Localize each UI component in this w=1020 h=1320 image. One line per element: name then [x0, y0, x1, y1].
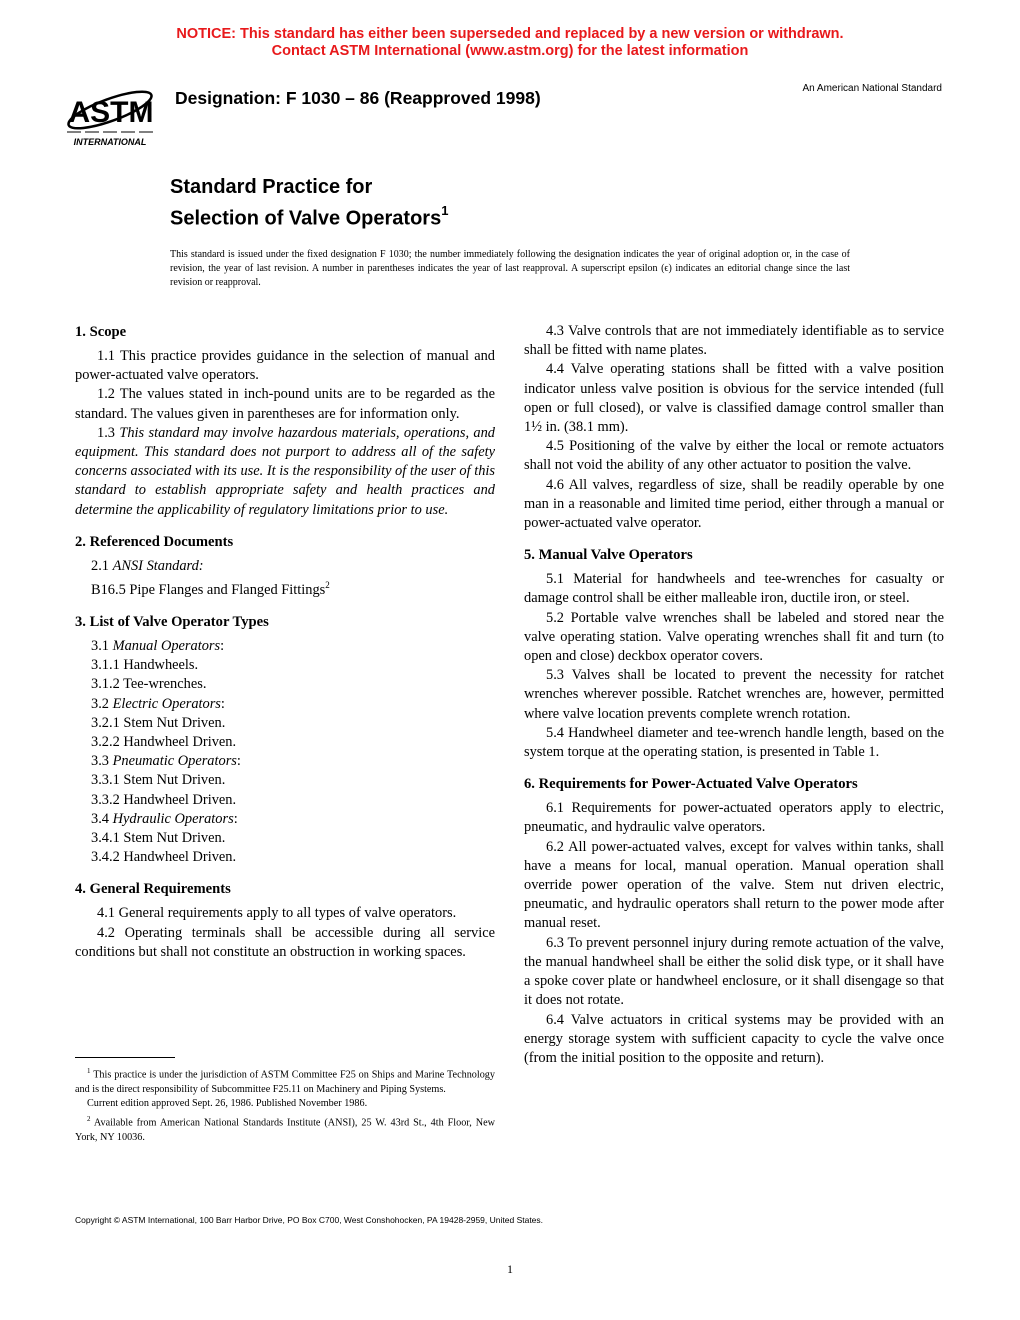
paragraph: 6.2 All power-actuated valves, except for valves within tanks, shall have a means for local, manual operation. Manual operation shall override power operation of the valve. Stem nut driven electric, pneumatic, and hydraulic operators shall return to the power mode after manual reset. [524, 838, 944, 932]
section-power-actuated-operators [524, 774, 944, 1068]
paragraph-text: ANSI Standard: [112, 557, 204, 574]
document-title [170, 175, 448, 232]
paragraph: 6.1 Requirements for power-actuated operators apply to electric, pneumatic, and hydraulic valve operators. [524, 800, 944, 836]
operator-type-item [75, 752, 495, 771]
section-manual-valve-operators [524, 545, 944, 762]
paragraph: 4.3 Valve controls that are not immediately identifiable as to service shall be fitted with name plates. [524, 323, 944, 359]
paragraph: 6.3 To prevent personnel injury during remote actuation of the valve, the manual handwheel shall be either the solid disk type, or it shall have a spoke cover plate or handwheel enclosure, or it shall disengage so that it does not rotate. [524, 934, 944, 1009]
paragraph: 6.4 Valve actuators in critical systems may be provided with an energy storage system with sufficient capacity to cycle the valve once (from the initial position to the opposite and return). [524, 1011, 944, 1066]
item-text: Handwheel Driven. [123, 734, 237, 751]
left-column [75, 322, 495, 974]
supersession-notice [0, 26, 1020, 60]
footnote-ref: 2 [325, 580, 330, 591]
item-number: 3.2.2 [91, 734, 124, 751]
svg-text:INTERNATIONAL: INTERNATIONAL [73, 137, 147, 147]
national-standard-label: An American National Standard [802, 83, 942, 94]
item-number: 3.1.1 [91, 657, 124, 674]
astm-logo-icon [62, 76, 160, 148]
operator-type-item [75, 733, 495, 752]
title-line-2 [170, 200, 448, 232]
document-name: B16.5 Pipe Flanges and Flanged Fittings [91, 581, 326, 598]
footnote-text: Available from American National Standards Institute (ANSI), 25 W. 43rd St., 4th Floor, New York, NY 10036. [75, 1117, 495, 1143]
section-heading: 5. Manual Valve Operators [524, 547, 693, 564]
item-text: Hydraulic Operators [112, 810, 234, 827]
item-number: 3.4.2 [91, 849, 124, 866]
operator-type-item [75, 848, 495, 867]
item-text: Pneumatic Operators [112, 753, 237, 770]
item-number: 3.2.1 [91, 714, 124, 731]
operator-type-list [75, 637, 495, 867]
operator-type-item [75, 675, 495, 694]
footnotes [75, 1064, 495, 1145]
item-text: Manual Operators [112, 638, 221, 655]
operator-type-item [75, 637, 495, 656]
item-text: Stem Nut Driven. [123, 714, 226, 731]
notice-line-1: NOTICE: This standard has either been superseded and replaced by a new version or withdrawn. [176, 26, 844, 42]
paragraph: 5.3 Valves shall be located to prevent the necessity for ratchet wrenches wherever possible. Ratchet wrenches are, however, permitted where valve location prevents complete wrench rotation. [524, 667, 944, 722]
operator-type-item [75, 810, 495, 829]
item-text: Handwheels. [123, 657, 199, 674]
operator-type-item [75, 829, 495, 848]
astm-logo [62, 76, 160, 148]
paragraph: 4.5 Positioning of the valve by either the local or remote actuators shall not void the ability of any other actuator to position the valve. [524, 438, 944, 474]
paragraph: 4.6 All valves, regardless of size, shall be readily operable by one man in a reasonable and limited time period, either through a manual or power-actuated valve operator. [524, 476, 944, 532]
item-number: 3.1.2 [91, 676, 124, 693]
section-heading: 2. Referenced Documents [75, 533, 234, 550]
paragraph [75, 557, 495, 576]
footnote-marker: 1 [87, 1067, 91, 1075]
operator-type-item [75, 714, 495, 733]
item-suffix: : [220, 638, 225, 655]
paragraph-number: 2.1 [91, 557, 113, 574]
section-heading: 4. General Requirements [75, 881, 231, 898]
title-text: Selection of Valve Operators [170, 207, 442, 230]
item-text: Tee-wrenches. [123, 676, 207, 693]
footnote-divider [75, 1057, 175, 1058]
section-scope [75, 322, 495, 520]
item-number: 3.4 [91, 810, 113, 827]
item-number: 3.3.2 [91, 791, 124, 808]
footnote-marker: 2 [87, 1114, 91, 1123]
paragraph: 4.2 Operating terminals shall be accessible during all service conditions but shall not constitute an obstruction in working spaces. [75, 924, 495, 960]
item-number: 3.3.1 [91, 772, 124, 789]
paragraph: 4.4 Valve operating stations shall be fitted with a valve position indicator unless valve position is obvious for the service intended (full open or full closed), or valve is classified damage control smaller than 1½ in. (38.1 mm). [524, 361, 944, 436]
svg-text:ASTM: ASTM [68, 96, 154, 129]
section-operator-types [75, 612, 495, 867]
paragraph-number: 1.3 [97, 424, 120, 441]
designation: Designation: F 1030 – 86 (Reapproved 1998) [175, 88, 541, 108]
operator-type-item [75, 771, 495, 790]
title-line-1: Standard Practice for [170, 176, 373, 198]
section-general-requirements-cont [524, 322, 944, 533]
operator-type-item [75, 656, 495, 675]
item-text: Handwheel Driven. [123, 849, 237, 866]
item-suffix: : [236, 753, 241, 770]
title-footnote-ref: 1 [441, 203, 449, 218]
section-heading: 3. List of Valve Operator Types [75, 614, 269, 631]
page-number: 1 [507, 1262, 513, 1276]
footnote-text: This practice is under the jurisdiction of ASTM Committee F25 on Ships and Marine Technology and is the direct responsibility of Subcommittee F25.11 on Machinery and Piping Systems. [75, 1069, 495, 1095]
item-suffix: : [220, 695, 225, 712]
item-suffix: : [233, 810, 238, 827]
footnote-2 [75, 1112, 495, 1145]
section-general-requirements [75, 879, 495, 962]
item-text: Stem Nut Driven. [123, 772, 226, 789]
item-number: 3.3 [91, 753, 113, 770]
item-text: Electric Operators [112, 695, 221, 712]
operator-type-item [75, 695, 495, 714]
operator-type-item [75, 791, 495, 810]
paragraph-text: This standard may involve hazardous materials, operations, and equipment. This standard does not purport to address all of the safety concerns associated with its use. It is the responsibility of the user of this standard to establish appropriate safety and health practices and determine the applicability of regulatory limitations prior to use. [75, 424, 495, 518]
section-heading: 6. Requirements for Power-Actuated Valve Operators [524, 776, 858, 793]
section-referenced-documents [75, 532, 495, 600]
paragraph: 5.2 Portable valve wrenches shall be labeled and stored near the valve operating station. Valve operating wrenches shall fit and turn (to open and close) deckbox operator covers. [524, 609, 944, 665]
referenced-document [75, 576, 495, 600]
paragraph: 5.4 Handwheel diameter and tee-wrench handle length, based on the system torque at the operating station, is presented in Table 1. [524, 724, 944, 761]
item-number: 3.2 [91, 695, 113, 712]
footnote-1-edition: Current edition approved Sept. 26, 1986. Published November 1986. [87, 1098, 368, 1110]
item-number: 3.4.1 [91, 830, 124, 847]
paragraph [75, 424, 495, 520]
paragraph: 1.1 This practice provides guidance in the selection of manual and power-actuated valve operators. [75, 348, 495, 384]
copyright-notice: Copyright © ASTM International, 100 Barr Harbor Drive, PO Box C700, West Conshohocken, PA 19428-2959, United States. [75, 1215, 544, 1225]
item-number: 3.1 [91, 638, 113, 655]
paragraph: 1.2 The values stated in inch-pound units are to be regarded as the standard. The values given in parentheses are for information only. [75, 386, 495, 422]
footnote-1 [75, 1064, 495, 1097]
item-text: Stem Nut Driven. [123, 830, 226, 847]
paragraph: 4.1 General requirements apply to all types of valve operators. [97, 905, 457, 922]
item-text: Handwheel Driven. [123, 791, 237, 808]
issued-note: This standard is issued under the fixed designation F 1030; the number immediately following the designation indicates the year of original adoption or, in the case of revision, the year of last revision. A number in parentheses indicates the year of last reapproval. A superscript epsilon (ϵ) indicates an editorial change since the last revision or reapproval. [170, 249, 850, 288]
notice-line-2: Contact ASTM International (www.astm.org) for the latest information [271, 43, 749, 59]
paragraph: 5.1 Material for handwheels and tee-wrenches for casualty or damage control shall be either malleable iron, ductile iron, or steel. [524, 571, 944, 607]
section-heading: 1. Scope [75, 324, 127, 340]
right-column [524, 322, 944, 1080]
